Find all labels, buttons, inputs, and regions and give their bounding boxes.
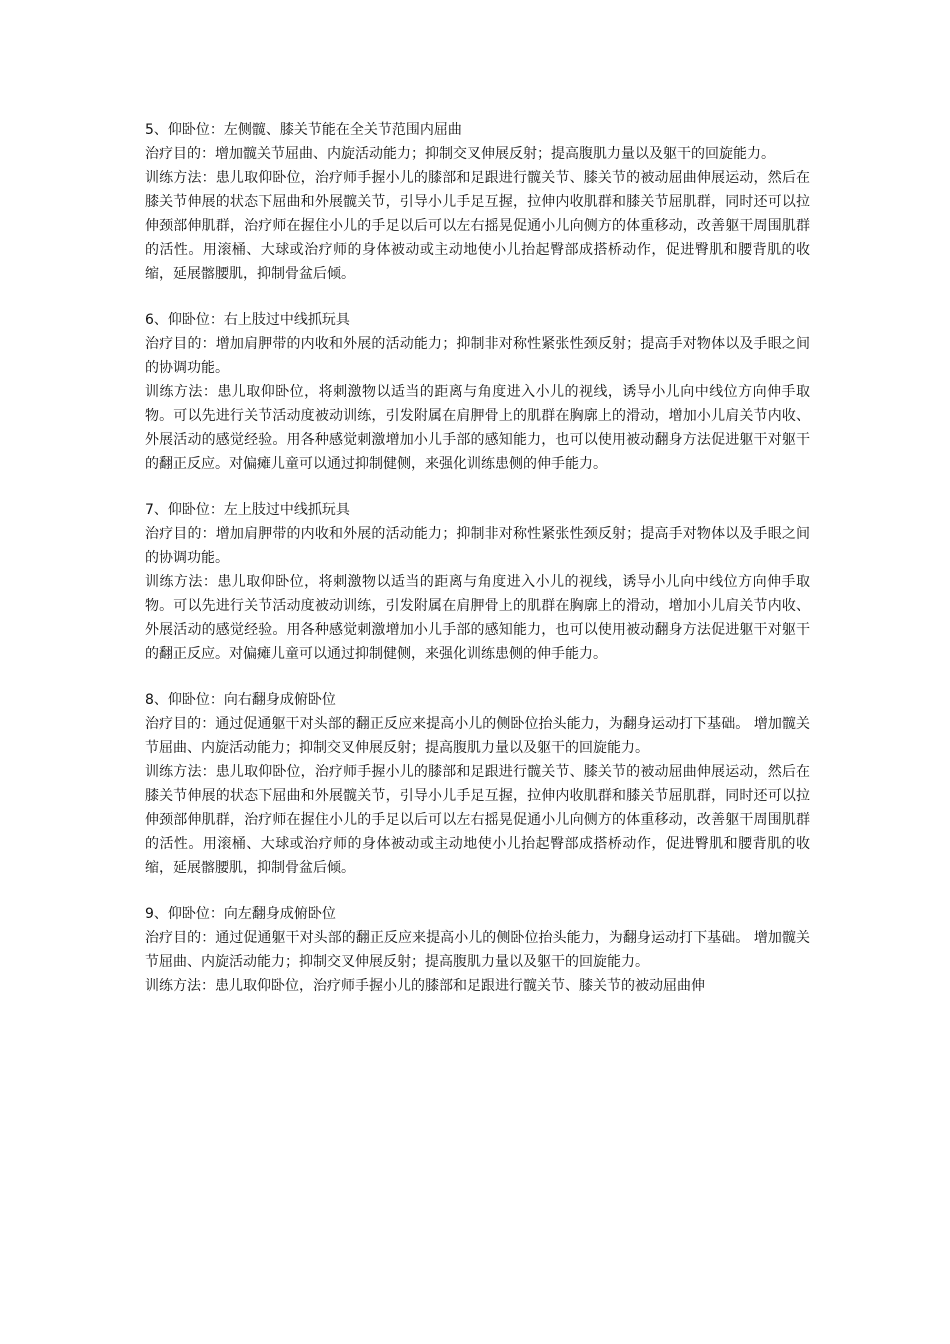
training-method: 训练方法：患儿取仰卧位，将刺激物以适当的距离与角度进入小儿的视线，诱导小儿向中线位方向伸手取物。可以先进行关节活动度被动训练，引发附属在肩胛骨上的肌群在胸廓上的滑动，增加小儿肩关节内收、外展活动的感觉经验。用各种感觉刺激增加小儿手部的感知能力，也可以使用被动翻身方法促进躯干对躯干的翻正反应。对偏瘫儿童可以通过抑制健侧，来强化训练患侧的伸手能力。 — [145, 574, 810, 662]
section-heading: 7、仰卧位：左上肢过中线抓玩具 — [145, 502, 350, 518]
training-method: 训练方法：患儿取仰卧位，将刺激物以适当的距离与角度进入小儿的视线，诱导小儿向中线位方向伸手取物。可以先进行关节活动度被动训练，引发附属在肩胛骨上的肌群在胸廓上的滑动，增加小儿肩关节内收、外展活动的感觉经验。用各种感觉刺激增加小儿手部的感知能力，也可以使用被动翻身方法促进躯干对躯干的翻正反应。对偏瘫儿童可以通过抑制健侧，来强化训练患侧的伸手能力。 — [145, 384, 810, 472]
section-6 — [145, 308, 810, 476]
treatment-goal: 治疗目的：增加肩胛带的内收和外展的活动能力；抑制非对称性紧张性颈反射；提高手对物体以及手眼之间的协调功能。 — [145, 336, 810, 376]
training-method: 训练方法：患儿取仰卧位，治疗师手握小儿的膝部和足跟进行髋关节、膝关节的被动屈曲伸展运动，然后在膝关节伸展的状态下屈曲和外展髋关节，引导小儿手足互握，拉伸内收肌群和膝关节屈肌群，同时还可以拉伸颈部伸肌群，治疗师在握住小儿的手足以后可以左右摇晃促通小儿向侧方的体重移动，改善躯干周围肌群的活性。用滚桶、大球或治疗师的身体被动或主动地使小儿抬起臀部成搭桥动作，促进臀肌和腰背肌的收缩，延展髂腰肌，抑制骨盆后倾。 — [145, 764, 810, 876]
section-5 — [145, 118, 810, 286]
training-method: 训练方法：患儿取仰卧位，治疗师手握小儿的膝部和足跟进行髋关节、膝关节的被动屈曲伸 — [145, 978, 705, 994]
treatment-goal: 治疗目的：增加髋关节屈曲、内旋活动能力；抑制交叉伸展反射；提高腹肌力量以及躯干的回旋能力。 — [145, 146, 775, 162]
section-heading: 9、仰卧位：向左翻身成俯卧位 — [145, 906, 336, 922]
section-8 — [145, 688, 810, 880]
section-9 — [145, 902, 810, 998]
section-heading: 5、仰卧位：左侧髋、膝关节能在全关节范围内屈曲 — [145, 122, 462, 138]
document-page — [145, 118, 810, 1020]
section-heading: 8、仰卧位：向右翻身成俯卧位 — [145, 692, 336, 708]
training-method: 训练方法：患儿取仰卧位，治疗师手握小儿的膝部和足跟进行髋关节、膝关节的被动屈曲伸展运动，然后在膝关节伸展的状态下屈曲和外展髋关节，引导小儿手足互握，拉伸内收肌群和膝关节屈肌群，同时还可以拉伸颈部伸肌群，治疗师在握住小儿的手足以后可以左右摇晃促通小儿向侧方的体重移动，改善躯干周围肌群的活性。用滚桶、大球或治疗师的身体被动或主动地使小儿抬起臀部成搭桥动作，促进臀肌和腰背肌的收缩，延展髂腰肌，抑制骨盆后倾。 — [145, 170, 810, 282]
section-7 — [145, 498, 810, 666]
treatment-goal: 治疗目的：通过促通躯干对头部的翻正反应来提高小儿的侧卧位抬头能力，为翻身运动打下基础。 增加髋关节屈曲、内旋活动能力；抑制交叉伸展反射；提高腹肌力量以及躯干的回旋能力。 — [145, 930, 810, 970]
treatment-goal: 治疗目的：通过促通躯干对头部的翻正反应来提高小儿的侧卧位抬头能力，为翻身运动打下基础。 增加髋关节屈曲、内旋活动能力；抑制交叉伸展反射；提高腹肌力量以及躯干的回旋能力。 — [145, 716, 810, 756]
section-heading: 6、仰卧位：右上肢过中线抓玩具 — [145, 312, 350, 328]
treatment-goal: 治疗目的：增加肩胛带的内收和外展的活动能力；抑制非对称性紧张性颈反射；提高手对物体以及手眼之间的协调功能。 — [145, 526, 810, 566]
